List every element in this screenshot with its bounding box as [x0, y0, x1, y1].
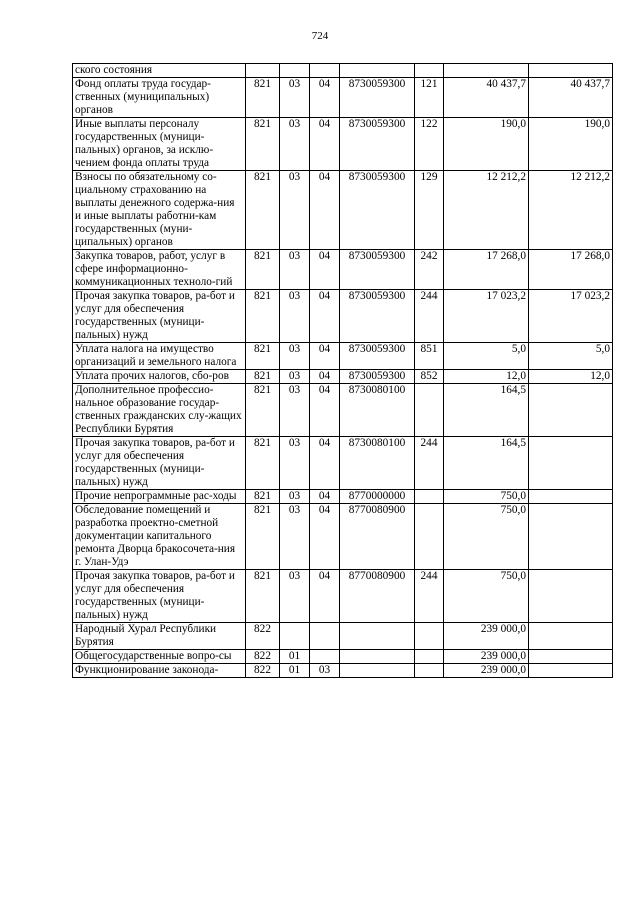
cell-vr: 242: [415, 250, 444, 290]
page-number: 724: [311, 30, 329, 42]
cell-vr: 244: [415, 437, 444, 490]
cell-pr: [310, 650, 340, 664]
cell-pr: 04: [310, 118, 340, 171]
cell-vr: 244: [415, 290, 444, 343]
cell-sum1: 164,5: [444, 437, 529, 490]
table-row: [73, 504, 613, 570]
cell-pr: 03: [310, 664, 340, 678]
cell-sum2: 40 437,7: [529, 78, 613, 118]
cell-rz: 03: [280, 290, 310, 343]
cell-rz: 01: [280, 664, 310, 678]
cell-sum1: 164,5: [444, 384, 529, 437]
cell-sum1: 12,0: [444, 370, 529, 384]
cell-sum2: 12 212,2: [529, 171, 613, 250]
cell-sum1: 239 000,0: [444, 623, 529, 650]
table-row: [73, 370, 613, 384]
cell-sum1: 239 000,0: [444, 664, 529, 678]
cell-sum2: [529, 64, 613, 78]
cell-sum2: 12,0: [529, 370, 613, 384]
cell-pr: 04: [310, 290, 340, 343]
cell-vr: [415, 490, 444, 504]
cell-pr: 04: [310, 370, 340, 384]
cell-vr: 129: [415, 171, 444, 250]
row-name: Прочая закупка товаров, ра-бот и услуг для обеспечения государственных (муници-пальных) нужд: [73, 570, 246, 623]
cell-sum2: [529, 384, 613, 437]
cell-csr: [340, 650, 415, 664]
cell-rz: 03: [280, 437, 310, 490]
row-name: Закупка товаров, работ, услуг в сфере информационно-коммуникационных техноло-гий: [73, 250, 246, 290]
cell-sum1: 750,0: [444, 490, 529, 504]
cell-sum1: 17 023,2: [444, 290, 529, 343]
cell-ved: 821: [246, 290, 280, 343]
cell-ved: 821: [246, 570, 280, 623]
budget-table: [72, 63, 613, 678]
table-row: [73, 78, 613, 118]
cell-ved: 821: [246, 343, 280, 370]
cell-vr: [415, 664, 444, 678]
cell-sum1: 239 000,0: [444, 650, 529, 664]
cell-csr: 8730059300: [340, 171, 415, 250]
row-name: Уплата прочих налогов, сбо-ров: [73, 370, 246, 384]
cell-sum1: 17 268,0: [444, 250, 529, 290]
cell-pr: 04: [310, 250, 340, 290]
cell-pr: [310, 64, 340, 78]
row-name: Общегосударственные вопро-сы: [73, 650, 246, 664]
cell-sum1: 190,0: [444, 118, 529, 171]
cell-pr: 04: [310, 437, 340, 490]
cell-ved: [246, 64, 280, 78]
table-row: [73, 437, 613, 490]
cell-sum2: 17 023,2: [529, 290, 613, 343]
cell-vr: [415, 384, 444, 437]
table-row: [73, 384, 613, 437]
cell-sum2: 190,0: [529, 118, 613, 171]
cell-csr: 8770080900: [340, 504, 415, 570]
table-row: [73, 343, 613, 370]
cell-rz: 03: [280, 490, 310, 504]
cell-rz: 01: [280, 650, 310, 664]
cell-pr: 04: [310, 78, 340, 118]
cell-csr: 8730059300: [340, 290, 415, 343]
cell-ved: 821: [246, 370, 280, 384]
table-row: [73, 623, 613, 650]
cell-ved: 822: [246, 664, 280, 678]
cell-pr: 04: [310, 570, 340, 623]
cell-rz: [280, 623, 310, 650]
cell-rz: 03: [280, 78, 310, 118]
row-name: ского состояния: [73, 64, 246, 78]
cell-sum1: 12 212,2: [444, 171, 529, 250]
row-name: Функционирование законода-: [73, 664, 246, 678]
cell-sum2: [529, 664, 613, 678]
row-name: Прочие непрограммные рас-ходы: [73, 490, 246, 504]
cell-csr: [340, 64, 415, 78]
row-name: Обследование помещений и разработка проектно-сметной документации капитального ремонта Дворца бракосочета-ния г. Улан-Удэ: [73, 504, 246, 570]
row-name: Народный Хурал Республики Бурятия: [73, 623, 246, 650]
cell-sum2: [529, 437, 613, 490]
cell-sum2: [529, 570, 613, 623]
cell-csr: 8770000000: [340, 490, 415, 504]
cell-csr: [340, 623, 415, 650]
cell-sum1: 750,0: [444, 504, 529, 570]
cell-csr: 8730059300: [340, 118, 415, 171]
cell-sum2: [529, 623, 613, 650]
cell-csr: 8730059300: [340, 343, 415, 370]
cell-vr: [415, 64, 444, 78]
cell-pr: 04: [310, 490, 340, 504]
row-name: Прочая закупка товаров, ра-бот и услуг для обеспечения государственных (муници-пальных) нужд: [73, 437, 246, 490]
cell-rz: 03: [280, 118, 310, 171]
cell-rz: [280, 64, 310, 78]
cell-ved: 821: [246, 250, 280, 290]
cell-sum2: [529, 490, 613, 504]
cell-rz: 03: [280, 504, 310, 570]
cell-sum1: [444, 64, 529, 78]
cell-sum2: [529, 504, 613, 570]
cell-sum2: [529, 650, 613, 664]
row-name: Прочая закупка товаров, ра-бот и услуг для обеспечения государственных (муници-пальных) нужд: [73, 290, 246, 343]
cell-ved: 821: [246, 118, 280, 171]
cell-csr: 8730080100: [340, 384, 415, 437]
cell-ved: 821: [246, 384, 280, 437]
table-row: [73, 650, 613, 664]
table-row: [73, 290, 613, 343]
cell-csr: 8730080100: [340, 437, 415, 490]
table-row: [73, 250, 613, 290]
cell-vr: [415, 504, 444, 570]
cell-csr: 8730059300: [340, 370, 415, 384]
cell-rz: 03: [280, 370, 310, 384]
cell-vr: [415, 623, 444, 650]
row-name: Фонд оплаты труда государ-ственных (муниципальных) органов: [73, 78, 246, 118]
cell-vr: 852: [415, 370, 444, 384]
cell-rz: 03: [280, 250, 310, 290]
cell-ved: 822: [246, 623, 280, 650]
cell-pr: [310, 623, 340, 650]
cell-csr: [340, 664, 415, 678]
table-row: [73, 118, 613, 171]
cell-ved: 821: [246, 437, 280, 490]
cell-sum2: 17 268,0: [529, 250, 613, 290]
cell-csr: 8730059300: [340, 250, 415, 290]
cell-pr: 04: [310, 504, 340, 570]
cell-ved: 821: [246, 171, 280, 250]
cell-vr: 244: [415, 570, 444, 623]
row-name: Иные выплаты персоналу государственных (муници-пальных) органов, за исклю-чением фонда оплаты труда: [73, 118, 246, 171]
row-name: Уплата налога на имущество организаций и земельного налога: [73, 343, 246, 370]
cell-ved: 822: [246, 650, 280, 664]
cell-csr: 8770080900: [340, 570, 415, 623]
cell-vr: 121: [415, 78, 444, 118]
row-name: Взносы по обязательному со-циальному страхованию на выплаты денежного содержа-ния и иные выплаты работни-кам государственных (муни-ципальных) органов: [73, 171, 246, 250]
cell-sum1: 40 437,7: [444, 78, 529, 118]
cell-pr: 04: [310, 343, 340, 370]
table-row: [73, 64, 613, 78]
cell-sum1: 750,0: [444, 570, 529, 623]
cell-vr: [415, 650, 444, 664]
row-name: Дополнительное профессио-нальное образование государ-ственных гражданских слу-жащих Республики Бурятия: [73, 384, 246, 437]
cell-vr: 122: [415, 118, 444, 171]
table-row: [73, 171, 613, 250]
cell-sum2: 5,0: [529, 343, 613, 370]
cell-rz: 03: [280, 384, 310, 437]
cell-ved: 821: [246, 504, 280, 570]
cell-csr: 8730059300: [340, 78, 415, 118]
table-row: [73, 490, 613, 504]
table-row: [73, 664, 613, 678]
table-row: [73, 570, 613, 623]
cell-rz: 03: [280, 171, 310, 250]
cell-pr: 04: [310, 171, 340, 250]
cell-ved: 821: [246, 78, 280, 118]
cell-ved: 821: [246, 490, 280, 504]
cell-vr: 851: [415, 343, 444, 370]
cell-sum1: 5,0: [444, 343, 529, 370]
cell-rz: 03: [280, 343, 310, 370]
cell-rz: 03: [280, 570, 310, 623]
cell-pr: 04: [310, 384, 340, 437]
